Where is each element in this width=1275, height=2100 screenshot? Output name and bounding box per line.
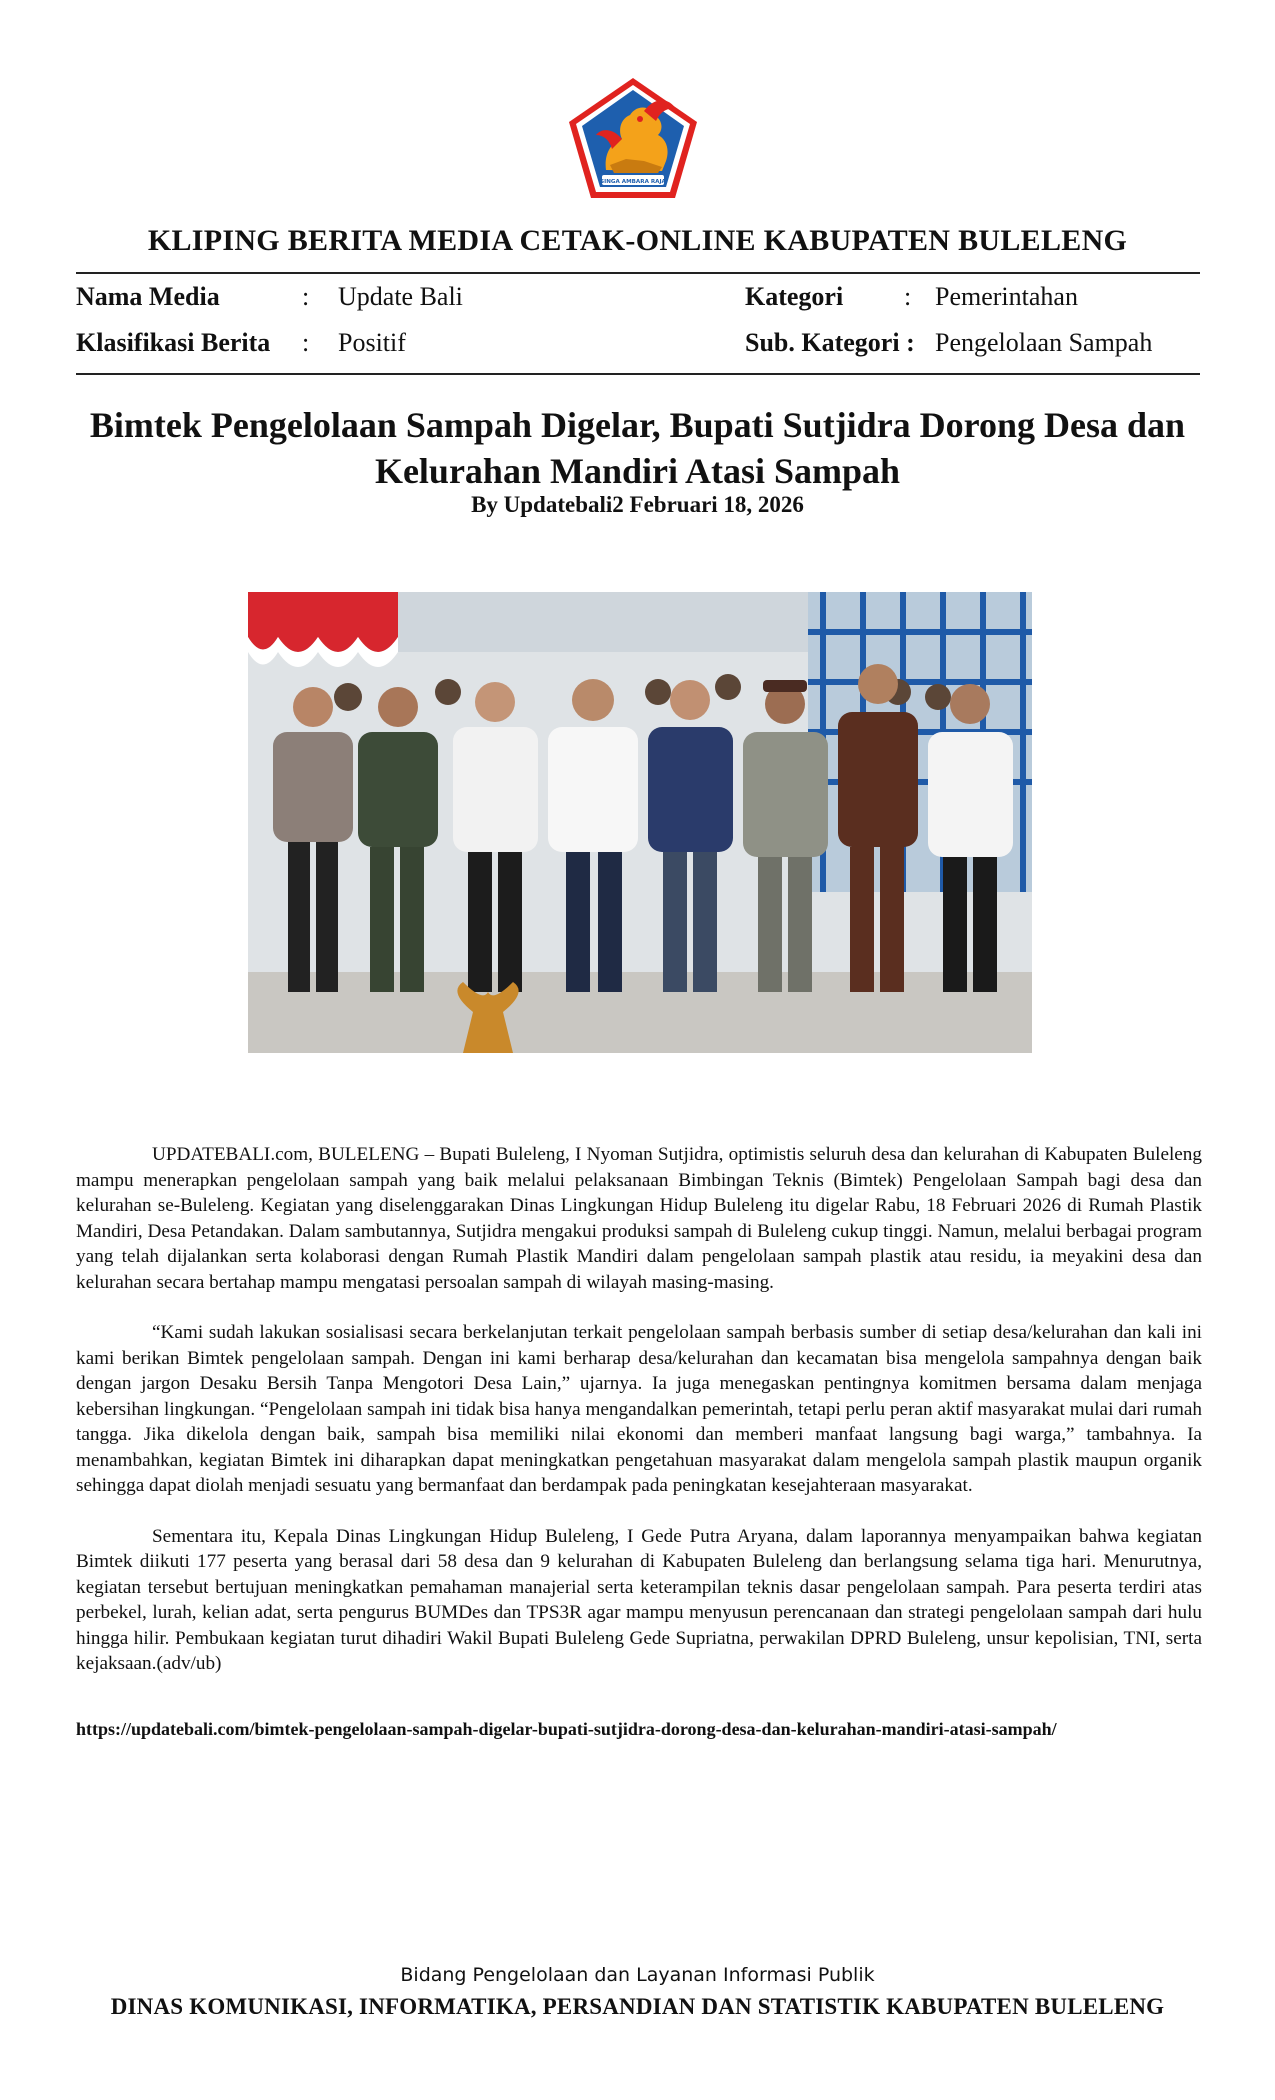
klasifikasi-label: Klasifikasi Berita (76, 328, 271, 357)
nama-media-label: Nama Media (76, 282, 220, 311)
headline-line-1: Bimtek Pengelolaan Sampah Digelar, Bupati Sutjidra Dorong Desa dan (89, 405, 1186, 445)
article-photo (248, 592, 1032, 1053)
top-divider (76, 272, 1200, 274)
nama-media-colon: : (302, 282, 310, 311)
kategori-label: Kategori (745, 282, 844, 311)
footer-agency: DINAS KOMUNIKASI, INFORMATIKA, PERSANDIAN DAN STATISTIK KABUPATEN BULELENG (110, 1994, 1165, 2019)
source-url-link[interactable]: https://updatebali.com/bimtek-pengelolaan-sampah-digelar-bupati-sutjidra-dorong-desa-dan-kelurahan-mandiri-atasi-sampah/ (76, 1719, 1057, 1739)
article-paragraph: Sementara itu, Kepala Dinas Lingkungan Hidup Buleleng, I Gede Putra Aryana, dalam laporannya menyampaikan bahwa kegiatan Bimtek diikuti 177 peserta yang berasal dari 58 desa dan 9 kelurahan di Kabupaten Buleleng dan berlangsung selama tiga hari. Menurutnya, kegiatan tersebut bertujuan meningkatkan pemahaman manajerial serta keterampilan teknis dasar pengelolaan sampah. Para peserta terdiri atas perbekel, lurah, kelian adat, serta pengurus BUMDes dan TPS3R agar mampu menyusun perencanaan dan strategi pengelolaan sampah dari hulu hingga hilir. Pembukaan kegiatan turut dihadiri Wakil Bupati Buleleng Gede Supriatna, perwakilan DPRD Buleleng, unsur kepolisian, TNI, serta kejaksaan.(adv/ub) (76, 1525, 1202, 1674)
kliping-title: KLIPING BERITA MEDIA CETAK-ONLINE KABUPATEN BULELENG (147, 224, 1128, 257)
klasifikasi-value: Positif (338, 328, 406, 357)
bottom-divider (76, 373, 1200, 375)
buleleng-emblem-logo (566, 75, 700, 201)
article-paragraph: “Kami sudah lakukan sosialisasi secara berkelanjutan terkait pengelolaan sampah berbasis sumber di setiap desa/kelurahan dan kali ini kami berikan Bimtek pengelolaan sampah. Dengan ini kami berharap desa/kelurahan dan kecamatan bisa mengelola sampahnya dengan baik dengan jargon Desaku Bersih Tanpa Mengotori Desa Lain,” ujarnya. Ia juga menegaskan pentingnya komitmen bersama dalam menjaga kebersihan lingkungan. “Pengelolaan sampah ini tidak bisa hanya mengandalkan pemerintah, tetapi perlu peran aktif masyarakat mulai dari rumah tangga. Jika dikelola dengan baik, sampah bisa memiliki nilai ekonomi dan memberi manfaat langsung bagi warga,” tambahnya. Ia menambahkan, kegiatan Bimtek ini diharapkan dapat meningkatkan pengetahuan masyarakat dalam mengelola sampah plastik maupun organik sehingga dapat diolah menjadi sesuatu yang bermanfaat dan berdampak pada peningkatan kesejahteraan masyarakat. (76, 1322, 1202, 1496)
article-byline: By Updatebali2 Februari 18, 2026 (471, 492, 804, 517)
article-body (76, 1142, 1202, 1702)
kategori-value: Pemerintahan (935, 282, 1078, 311)
article-headline (60, 402, 1215, 494)
kategori-colon: : (904, 282, 912, 311)
nama-media-value: Update Bali (338, 282, 463, 311)
klasifikasi-colon: : (302, 328, 310, 357)
footer-department: Bidang Pengelolaan dan Layanan Informasi Publik (400, 1964, 875, 1986)
logo-motto-text: SINGA AMBARA RAJA (600, 179, 666, 185)
sub-kategori-value: Pengelolaan Sampah (935, 328, 1153, 357)
article-paragraph: UPDATEBALI.com, BULELENG – Bupati Buleleng, I Nyoman Sutjidra, optimistis seluruh desa dan kelurahan di Kabupaten Buleleng mampu menerapkan pengelolaan sampah yang baik melalui pelaksanaan Bimbingan Teknis (Bimtek) Pengelolaan Sampah bagi desa dan kelurahan se-Buleleng. Kegiatan yang diselenggarakan Dinas Lingkungan Hidup Buleleng itu digelar Rabu, 18 Februari 2026 di Rumah Plastik Mandiri, Desa Petandakan. Dalam sambutannya, Sutjidra mengakui produksi sampah di Buleleng cukup tinggi. Namun, melalui berbagai program yang telah dijalankan serta kolaborasi dengan Rumah Plastik Mandiri dalam pengelolaan sampah plastik atau residu, ia meyakini desa dan kelurahan secara bertahap mampu mengatasi persoalan sampah di wilayah masing-masing. (76, 1144, 1202, 1293)
sub-kategori-label: Sub. Kategori : (745, 328, 915, 357)
headline-line-2: Kelurahan Mandiri Atasi Sampah (374, 451, 901, 491)
